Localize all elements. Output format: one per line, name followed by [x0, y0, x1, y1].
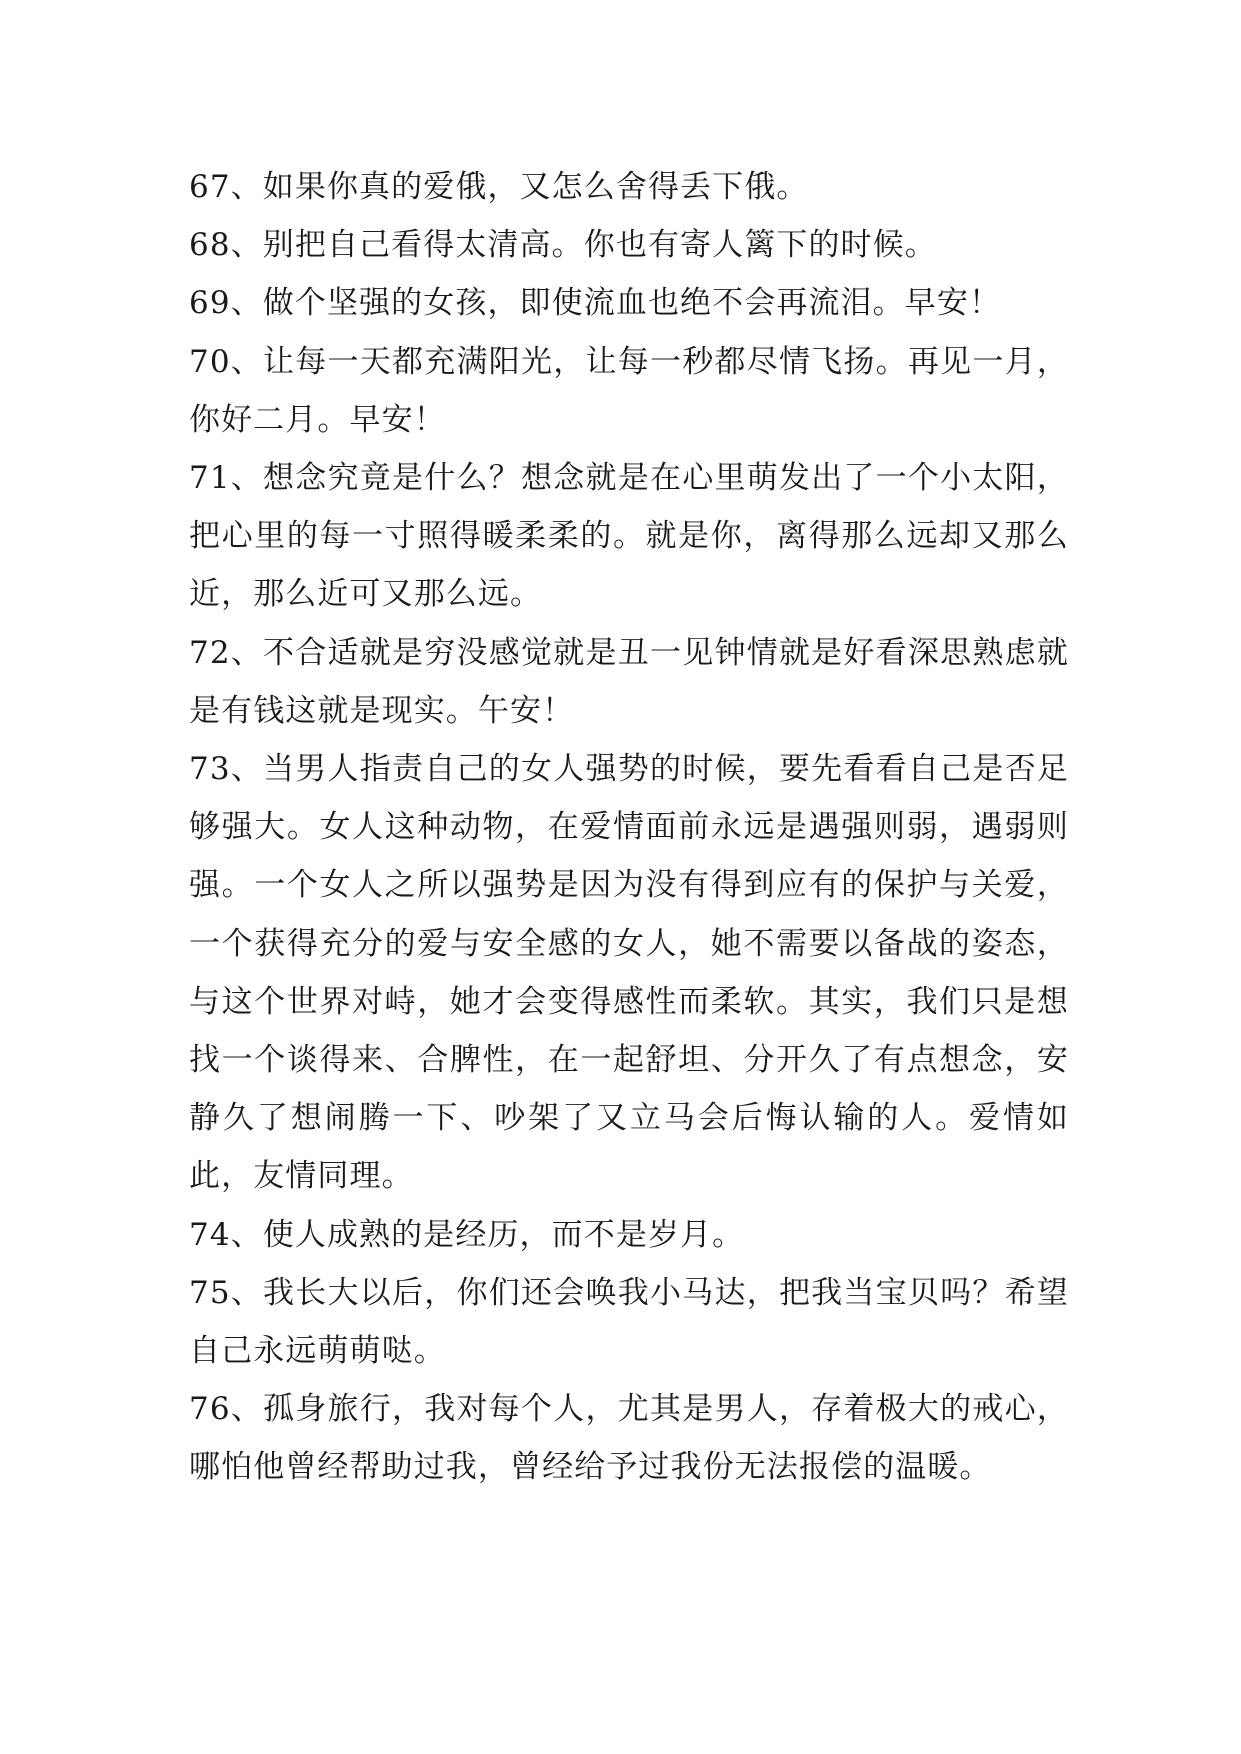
paragraph-74: 74、使人成熟的是经历，而不是岁月。	[189, 1216, 745, 1253]
document-body	[189, 158, 1069, 1497]
paragraph-69: 69、做个坚强的女孩，即使流血也绝不会再流泪。早安！	[189, 285, 1002, 322]
paragraph-71: 71、想念究竟是什么？想念就是在心里萌发出了一个小太阳，把心里的每一寸照得暖柔柔的。就是你，离得那么远却又那么近，那么近可又那么远。	[189, 460, 1069, 613]
paragraph-76: 76、孤身旅行，我对每个人，尤其是男人，存着极大的戒心，哪怕他曾经帮助过我，曾经给予过我份无法报偿的温暖。	[189, 1391, 1069, 1486]
paragraph-70: 70、让每一天都充满阳光，让每一秒都尽情飞扬。再见一月，你好二月。早安！	[189, 343, 1069, 438]
paragraph-67: 67、如果你真的爱俄，又怎么舍得丢下俄。	[189, 169, 809, 205]
paragraph-68: 68、别把自己看得太清高。你也有寄人篱下的时候。	[189, 227, 937, 264]
paragraph-72: 72、不合适就是穷没感觉就是丑一见钟情就是好看深思熟虑就是有钱这就是现实。午安！	[189, 634, 1069, 729]
paragraph-75: 75、我长大以后，你们还会唤我小马达，把我当宝贝吗？希望自己永远萌萌哒。	[189, 1274, 1069, 1370]
paragraph-73: 73、当男人指责自己的女人强势的时候，要先看看自己是否足够强大。女人这种动物，在爱情面前永远是遇强则弱，遇弱则强。一个女人之所以强势是因为没有得到应有的保护与关爱，一个获得充分的爱与安全感的女人，她不需要以备战的姿态，与这个世界对峙，她才会变得感性而柔软。其实，我们只是想找一个谈得来、合脾性，在一起舒坦、分开久了有点想念，安静久了想闹腾一下、吵架了又立马会后悔认输的人。爱情如此，友情同理。	[189, 751, 1069, 1195]
